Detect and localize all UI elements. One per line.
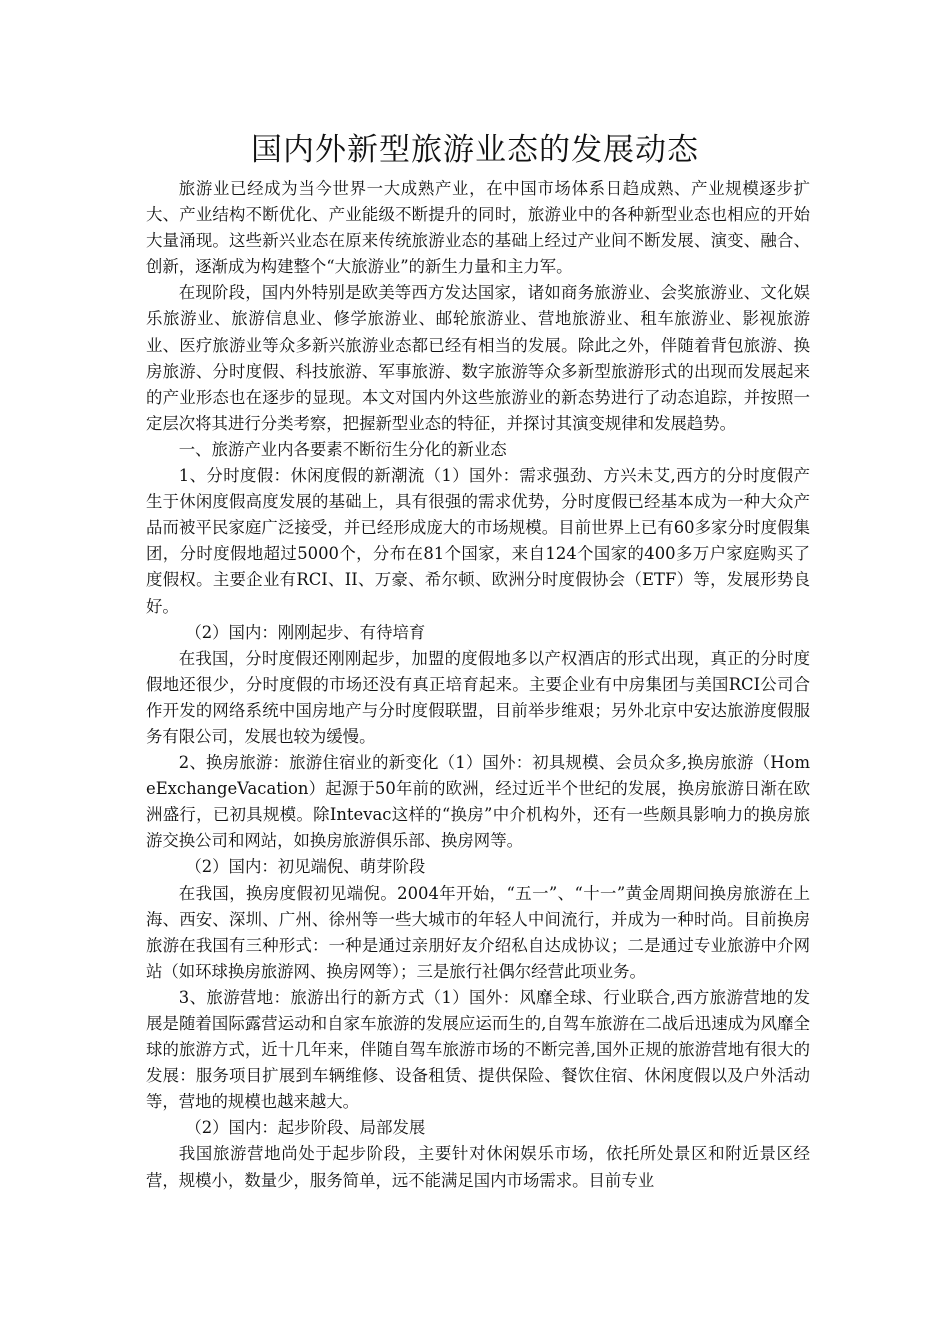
paragraph-timeshare-domestic: 在我国，分时度假还刚刚起步，加盟的度假地多以产权酒店的形式出现，真正的分时度假地还很少，分时度假的市场还没有真正培育起来。主要企业有中房集团与美国RCI公司合作开发的网络系统中国房地产与分时度假联盟，目前举步维艰；另外北京中安达旅游度假服务有限公司，发展也较为缓慢。	[146, 648, 810, 746]
paragraph-current-stage: 在现阶段，国内外特别是欧美等西方发达国家，诸如商务旅游业、会奖旅游业、文化娱乐旅游业、旅游信息业、修学旅游业、邮轮旅游业、营地旅游业、租车旅游业、影视旅游业、医疗旅游业等众多新兴旅游业态都已经有相当的发展。除此之外，伴随着背包旅游、换房旅游、分时度假、科技旅游、军事旅游、数字旅游等众多新型旅游形式的出现而发展起来的产业形态也在逐步的显现。本文对国内外这些旅游业的新态势进行了动态追踪，并按照一定层次将其进行分类考察，把握新型业态的特征，并探讨其演变规律和发展趋势。	[146, 283, 810, 433]
subheading-timeshare-domestic: （2）国内：刚刚起步、有待培育	[185, 622, 426, 642]
subheading-home-exchange-domestic: （2）国内：初见端倪、萌芽阶段	[185, 857, 426, 877]
paragraph-home-exchange-domestic: 在我国，换房度假初见端倪。2004年开始，“五一”、“十一”黄金周期间换房旅游在上海、西安、深圳、广州、徐州等一些大城市的年轻人中间流行，并成为一种时尚。目前换房旅游在我国有三种形式：一种是通过亲朋好友介绍私自达成协议；二是通过专业旅游中介网站（如环球换房旅游网、换房网等）；三是旅行社偶尔经营此项业务。	[146, 883, 810, 981]
subheading-campsite-domestic: （2）国内：起步阶段、局部发展	[185, 1118, 426, 1138]
document-title: 国内外新型旅游业态的发展动态	[251, 132, 699, 168]
document-body	[146, 176, 810, 1194]
paragraph-campsite-abroad: 3、旅游营地：旅游出行的新方式（1）国外：风靡全球、行业联合,西方旅游营地的发展是随着国际露营运动和自家车旅游的发展应运而生的,自驾车旅游在二战后迅速成为风靡全球的旅游方式，近十几年来，伴随自驾车旅游市场的不断完善,国外正规的旅游营地有很大的发展：服务项目扩展到车辆维修、设备租赁、提供保险、餐饮住宿、休闲度假以及户外活动等，营地的规模也越来越大。	[146, 987, 810, 1112]
paragraph-intro: 旅游业已经成为当今世界一大成熟产业，在中国市场体系日趋成熟、产业规模逐步扩大、产业结构不断优化、产业能级不断提升的同时，旅游业中的各种新型业态也相应的开始大量涌现。这些新兴业态在原来传统旅游业态的基础上经过产业间不断发展、演变、融合、创新，逐渐成为构建整个“大旅游业”的新生力量和主力军。	[146, 179, 810, 277]
paragraph-timeshare-abroad: 1、分时度假：休闲度假的新潮流（1）国外：需求强劲、方兴未艾,西方的分时度假产生于休闲度假高度发展的基础上，具有很强的需求优势，分时度假已经基本成为一种大众产品而被平民家庭广泛接受，并已经形成庞大的市场规模。目前世界上已有60多家分时度假集团，分时度假地超过5000个，分布在81个国家，来自124个国家的400多万户家庭购买了度假权。主要企业有RCI、II、万豪、希尔顿、欧洲分时度假协会（ETF）等，发展形势良好。	[146, 466, 810, 616]
section-heading-1: 一、旅游产业内各要素不断衍生分化的新业态	[178, 439, 507, 459]
paragraph-campsite-domestic: 我国旅游营地尚处于起步阶段，主要针对休闲娱乐市场，依托所处景区和附近景区经营，规模小，数量少，服务简单，远不能满足国内市场需求。目前专业	[146, 1144, 810, 1190]
paragraph-home-exchange-abroad: 2、换房旅游：旅游住宿业的新变化（1）国外：初具规模、会员众多,换房旅游（HomeExchangeVacation）起源于50年前的欧洲，经过近半个世纪的发展，换房旅游日渐在欧洲盛行，已初具规模。除Intevac这样的“换房”中介机构外，还有一些颇具影响力的换房旅游交换公司和网站，如换房旅游俱乐部、换房网等。	[146, 753, 810, 851]
